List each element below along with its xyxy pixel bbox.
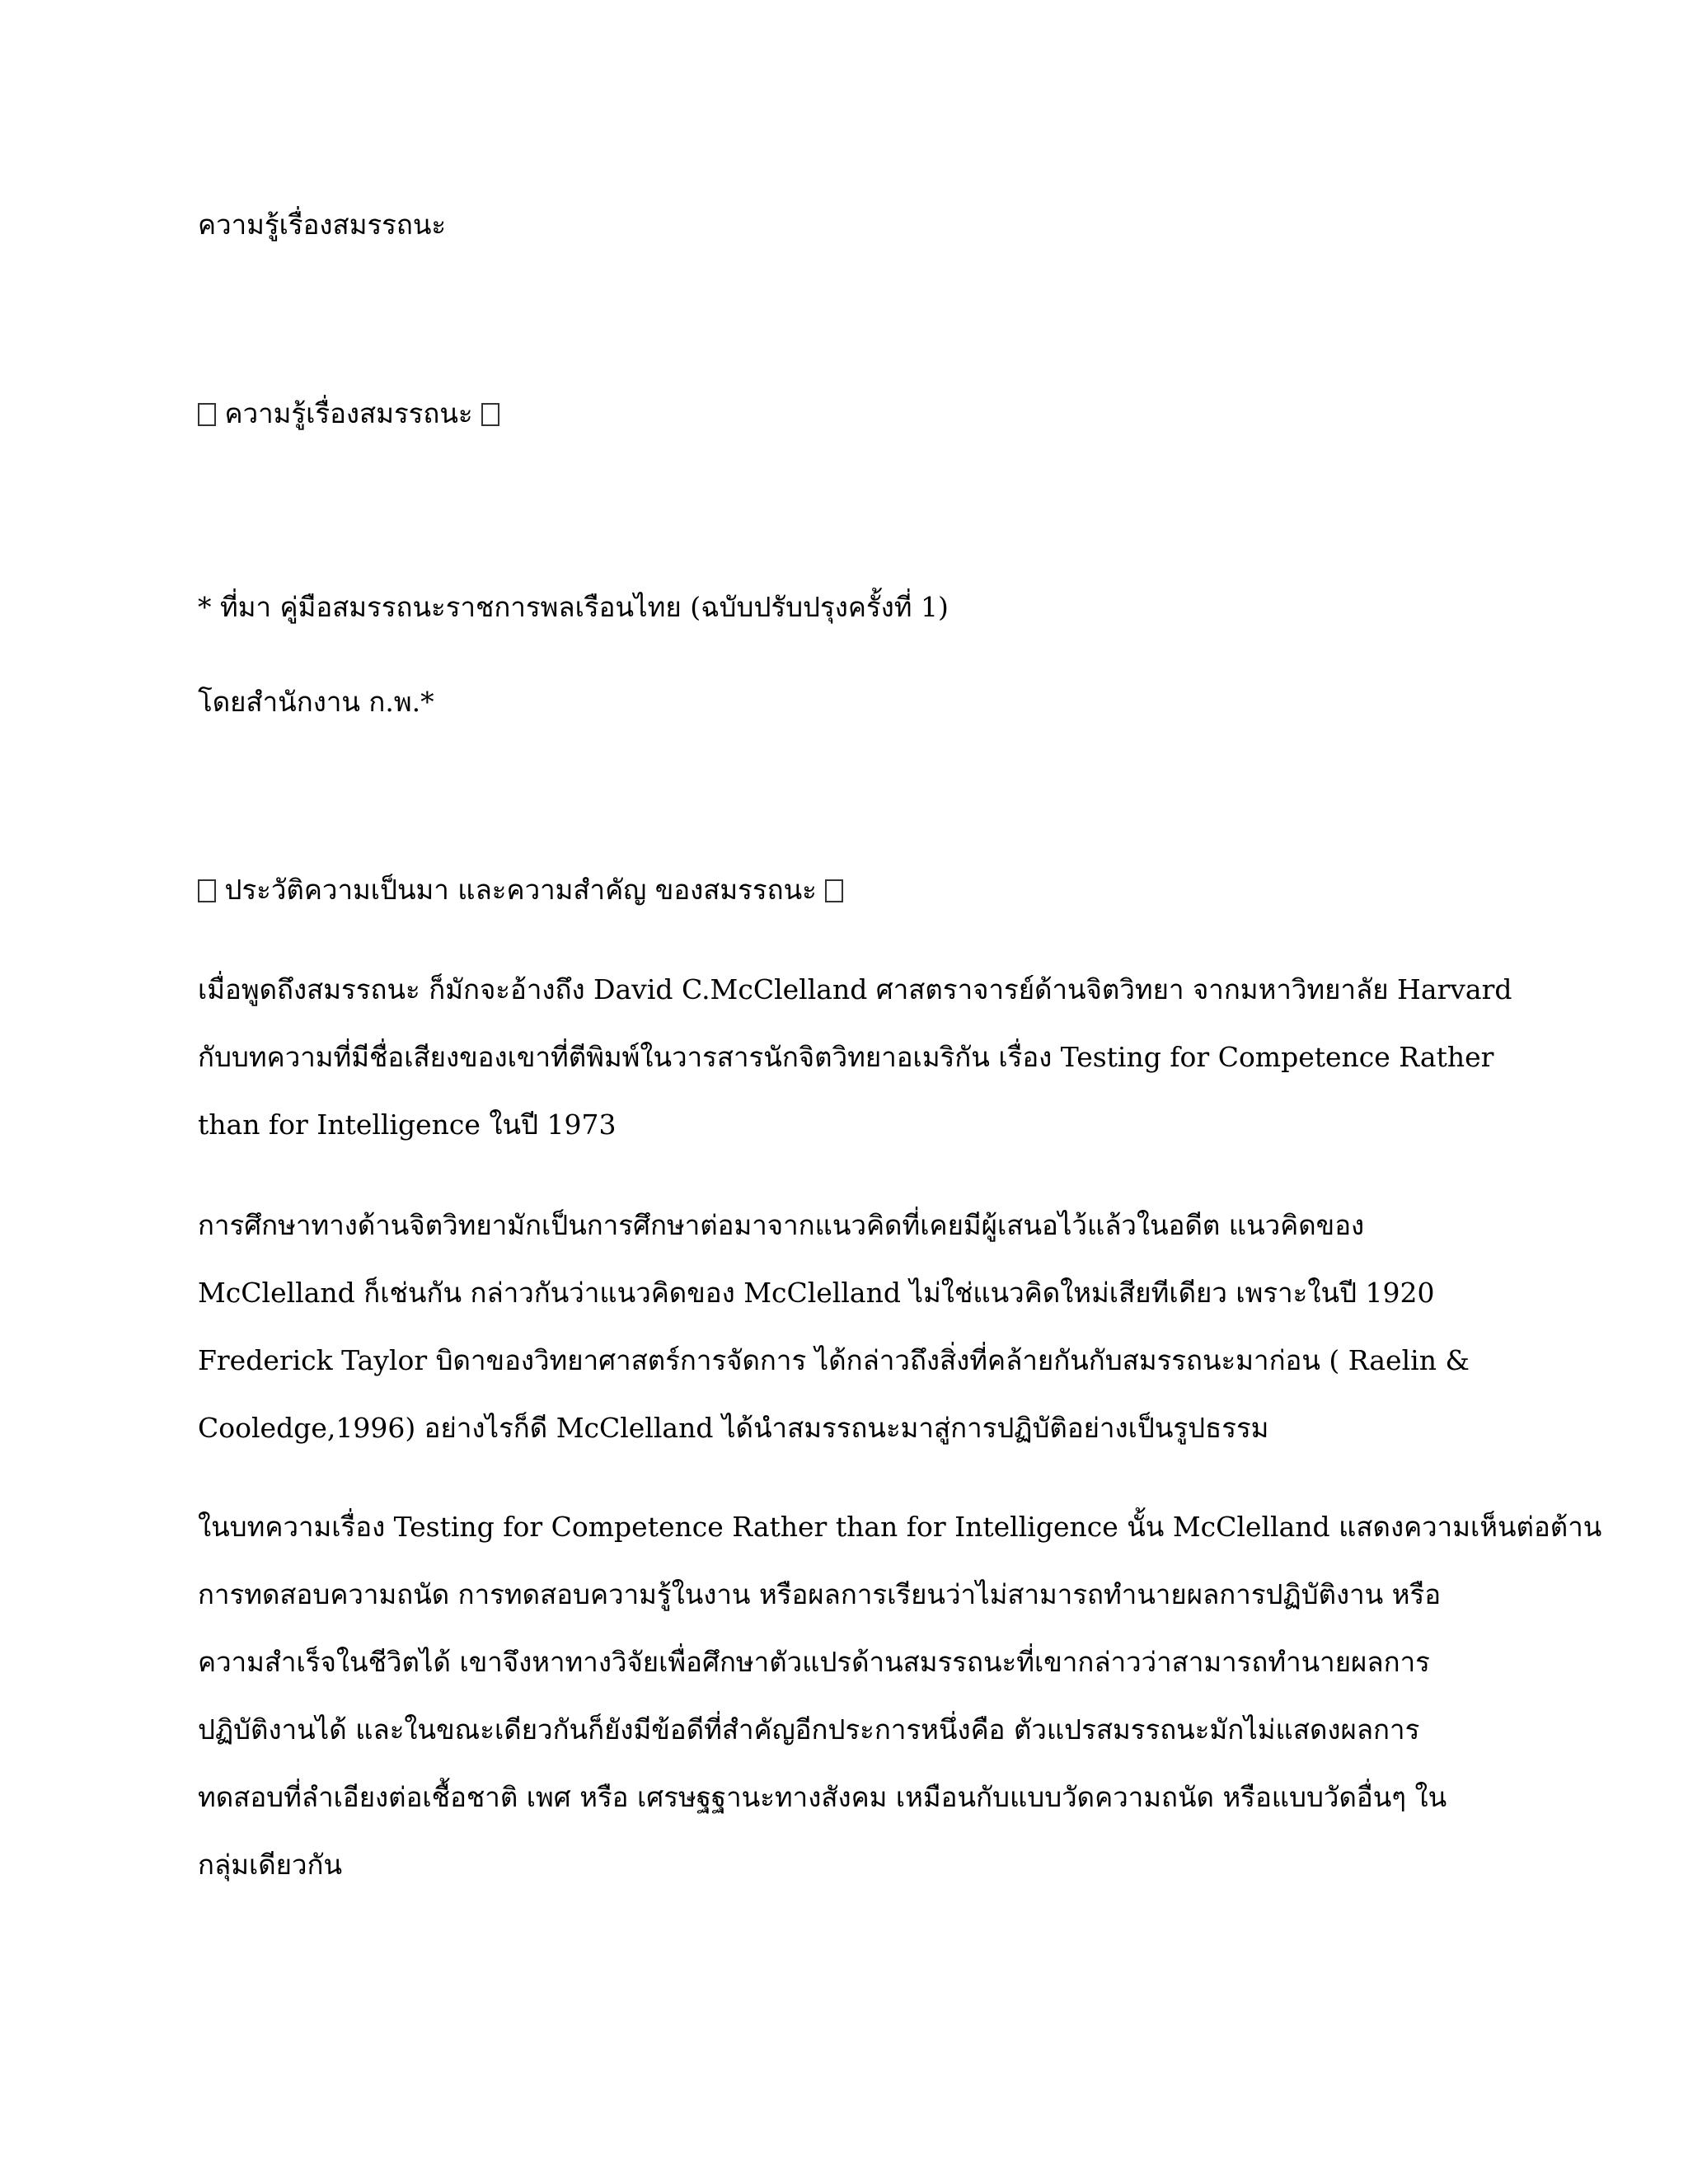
paragraph-line: การศึกษาทางด้านจิตวิทยามักเป็นการศึกษาต่อมาจากแนวคิดที่เคยมีผู้เสนอไว้แล้วในอดีต แนวคิดของ	[198, 1209, 1365, 1241]
paragraph-line: กลุ่มเดียวกัน	[198, 1849, 343, 1881]
source-publisher-line: โดยสำนักงาน ก.พ.*	[198, 686, 434, 718]
paragraph-line: Cooledge,1996) อย่างไรก็ดี McClelland ได้นำสมรรถนะมาสู่การปฏิบัติอย่างเป็นรูปธรรม	[198, 1412, 1269, 1444]
missing-glyph-box-icon	[198, 879, 216, 902]
paragraph-line: กับบทความที่มีชื่อเสียงของเขาที่ตีพิมพ์ในวารสารนักจิตวิทยาอเมริกัน เรื่อง Testing for Competence Rather	[198, 1041, 1494, 1073]
paragraph-line: than for Intelligence ในปี 1973	[198, 1108, 617, 1141]
section-heading-competency	[198, 397, 499, 430]
paragraph-line: ปฏิบัติงานได้ และในขณะเดียวกันก็ยังมีข้อดีที่สำคัญอีกประการหนึ่งคือ ตัวแปรสมรรถนะมักไม่แสดงผลการ	[198, 1713, 1420, 1746]
paragraph-line: ในบทความเรื่อง Testing for Competence Rather than for Intelligence นั้น McClelland แสดงความเห็นต่อต้าน	[198, 1511, 1602, 1543]
paragraph-history-background	[198, 1192, 1492, 1462]
missing-glyph-box-icon	[198, 403, 216, 426]
section-heading-competency-text: ความรู้เรื่องสมรรถนะ	[224, 397, 473, 429]
paragraph-line: Frederick Taylor บิดาของวิทยาศาสตร์การจัดการ ได้กล่าวถึงสิ่งที่คล้ายกันกับสมรรถนะมาก่อน ( Raelin &	[198, 1344, 1470, 1376]
paragraph-line: McClelland ก็เช่นกัน กล่าวกันว่าแนวคิดของ McClelland ไม่ใช่แนวคิดใหม่เสียทีเดียว เพราะในปี 1920	[198, 1277, 1435, 1309]
paragraph-line: การทดสอบความถนัด การทดสอบความรู้ในงาน หรือผลการเรียนว่าไม่สามารถทำนายผลการปฏิบัติงาน หรือ	[198, 1578, 1442, 1610]
section-heading-history	[198, 874, 843, 907]
document-title: ความรู้เรื่องสมรรถนะ	[198, 209, 447, 241]
paragraph-line: ความสำเร็จในชีวิตได้ เขาจึงหาทางวิจัยเพื่อศึกษาตัวแปรด้านสมรรถนะที่เขากล่าวว่าสามารถทำนายผลการ	[198, 1646, 1430, 1678]
missing-glyph-box-icon	[825, 879, 843, 902]
missing-glyph-box-icon	[481, 403, 499, 426]
section-heading-history-text: ประวัติความเป็นมา และความสำคัญ ของสมรรถนะ	[224, 874, 817, 906]
paragraph-testing-competence	[198, 1493, 1602, 1899]
paragraph-mcclelland-intro	[198, 956, 1512, 1159]
paragraph-line: เมื่อพูดถึงสมรรถนะ ก็มักจะอ้างถึง David C.McClelland ศาสตราจารย์ด้านจิตวิทยา จากมหาวิทยาลัย Harvard	[198, 973, 1512, 1005]
source-line: * ที่มา คู่มือสมรรถนะราชการพลเรือนไทย (ฉบับปรับปรุงครั้งที่ 1)	[198, 591, 949, 623]
paragraph-line: ทดสอบที่ลำเอียงต่อเชื้อชาติ เพศ หรือ เศรษฐฐานะทางสังคม เหมือนกับแบบวัดความถนัด หรือแบบวัดอื่นๆ ใน	[198, 1781, 1447, 1813]
